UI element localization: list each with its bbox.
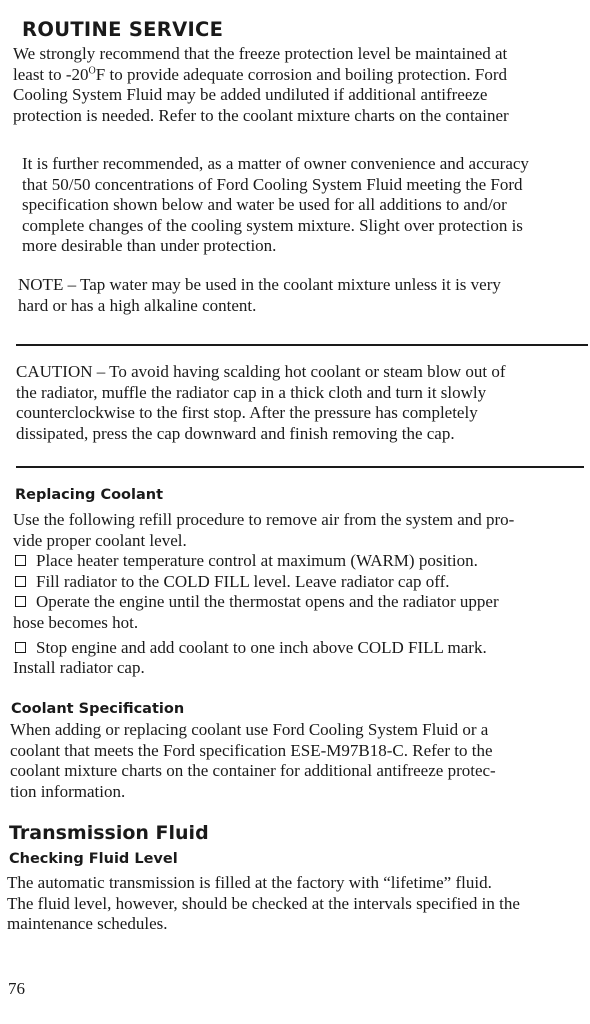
page-number: 76 <box>8 979 25 998</box>
text-line: CAUTION – To avoid having scalding hot coolant or steam blow out of <box>16 362 506 381</box>
text-line: counterclockwise to the first stop. After the pressure has completely <box>16 403 478 423</box>
section-title: ROUTINE SERVICE <box>22 18 224 41</box>
caution-paragraph <box>16 362 506 444</box>
step-line: Place heater temperature control at maximum (WARM) position. <box>13 551 514 572</box>
step-line: Fill radiator to the COLD FILL level. Leave radiator cap off. <box>13 572 514 593</box>
text-line: hard or has a high alkaline content. <box>18 295 257 315</box>
convenience-paragraph <box>22 154 529 257</box>
coolant-specification-heading: Coolant Specification <box>11 701 185 717</box>
text-line: protection is needed. Refer to the coolant mixture charts on the container <box>13 105 509 125</box>
text-line: dissipated, press the cap downward and finish removing the cap. <box>16 423 455 443</box>
text-line: vide proper coolant level. <box>13 530 187 550</box>
checkbox-icon <box>15 642 26 653</box>
text-line: coolant mixture charts on the container for additional antifreeze protec- <box>10 761 496 781</box>
caution-top-rule <box>16 344 588 346</box>
text-line: that 50/50 concentrations of Ford Cooling System Fluid meeting the Ford <box>22 174 523 194</box>
checkbox-icon <box>15 576 26 587</box>
text-line: specification shown below and water be used for all additions to and/or <box>22 195 507 215</box>
checkbox-icon <box>15 555 26 566</box>
text-line: When adding or replacing coolant use Ford Cooling System Fluid or a <box>10 720 489 739</box>
checking-fluid-level-heading: Checking Fluid Level <box>9 851 178 867</box>
text-line: the radiator, muffle the radiator cap in a thick cloth and turn it slowly <box>16 382 487 402</box>
note-paragraph <box>18 275 501 316</box>
text-line: maintenance schedules. <box>7 914 168 934</box>
caution-bottom-rule <box>16 466 584 468</box>
text-line: NOTE – Tap water may be used in the coolant mixture unless it is very <box>18 275 501 294</box>
replacing-procedure <box>13 510 514 679</box>
text-line: Cooling System Fluid may be added undiluted if additional antifreeze <box>13 85 488 105</box>
specification-paragraph <box>10 720 496 802</box>
degree-mark: O <box>88 64 96 76</box>
text-line: It is further recommended, as a matter of owner convenience and accuracy <box>22 154 529 173</box>
text-line: The automatic transmission is filled at the factory with “lifetime” fluid. <box>7 873 492 892</box>
text-line: least to $-20^OF$ to provide adequate corrosion and boiling protection. Ford <box>13 64 508 84</box>
intro-paragraph <box>13 44 509 126</box>
text-line: more desirable than under protection. <box>22 236 277 256</box>
transmission-fluid-heading: Transmission Fluid <box>9 822 209 844</box>
text-line: coolant that meets the Ford specification ESE-M97B18-C. Refer to the <box>10 740 493 760</box>
step-line: Operate the engine until the thermostat opens and the radiator upper <box>13 592 514 613</box>
checkbox-icon <box>15 596 26 607</box>
replacing-coolant-heading: Replacing Coolant <box>15 487 164 503</box>
text-line: We strongly recommend that the freeze protection level be maintained at <box>13 44 508 63</box>
step-line: Install radiator cap. <box>13 658 145 678</box>
text-line: Use the following refill procedure to remove air from the system and pro- <box>13 510 515 529</box>
text-line: tion information. <box>10 781 126 801</box>
transmission-paragraph <box>7 873 520 935</box>
step-line: Stop engine and add coolant to one inch above COLD FILL mark. <box>13 638 514 659</box>
text-line: complete changes of the cooling system mixture. Slight over protection is <box>22 215 523 235</box>
text-line: The fluid level, however, should be checked at the intervals specified in the <box>7 893 520 913</box>
step-line: hose becomes hot. <box>13 612 139 632</box>
